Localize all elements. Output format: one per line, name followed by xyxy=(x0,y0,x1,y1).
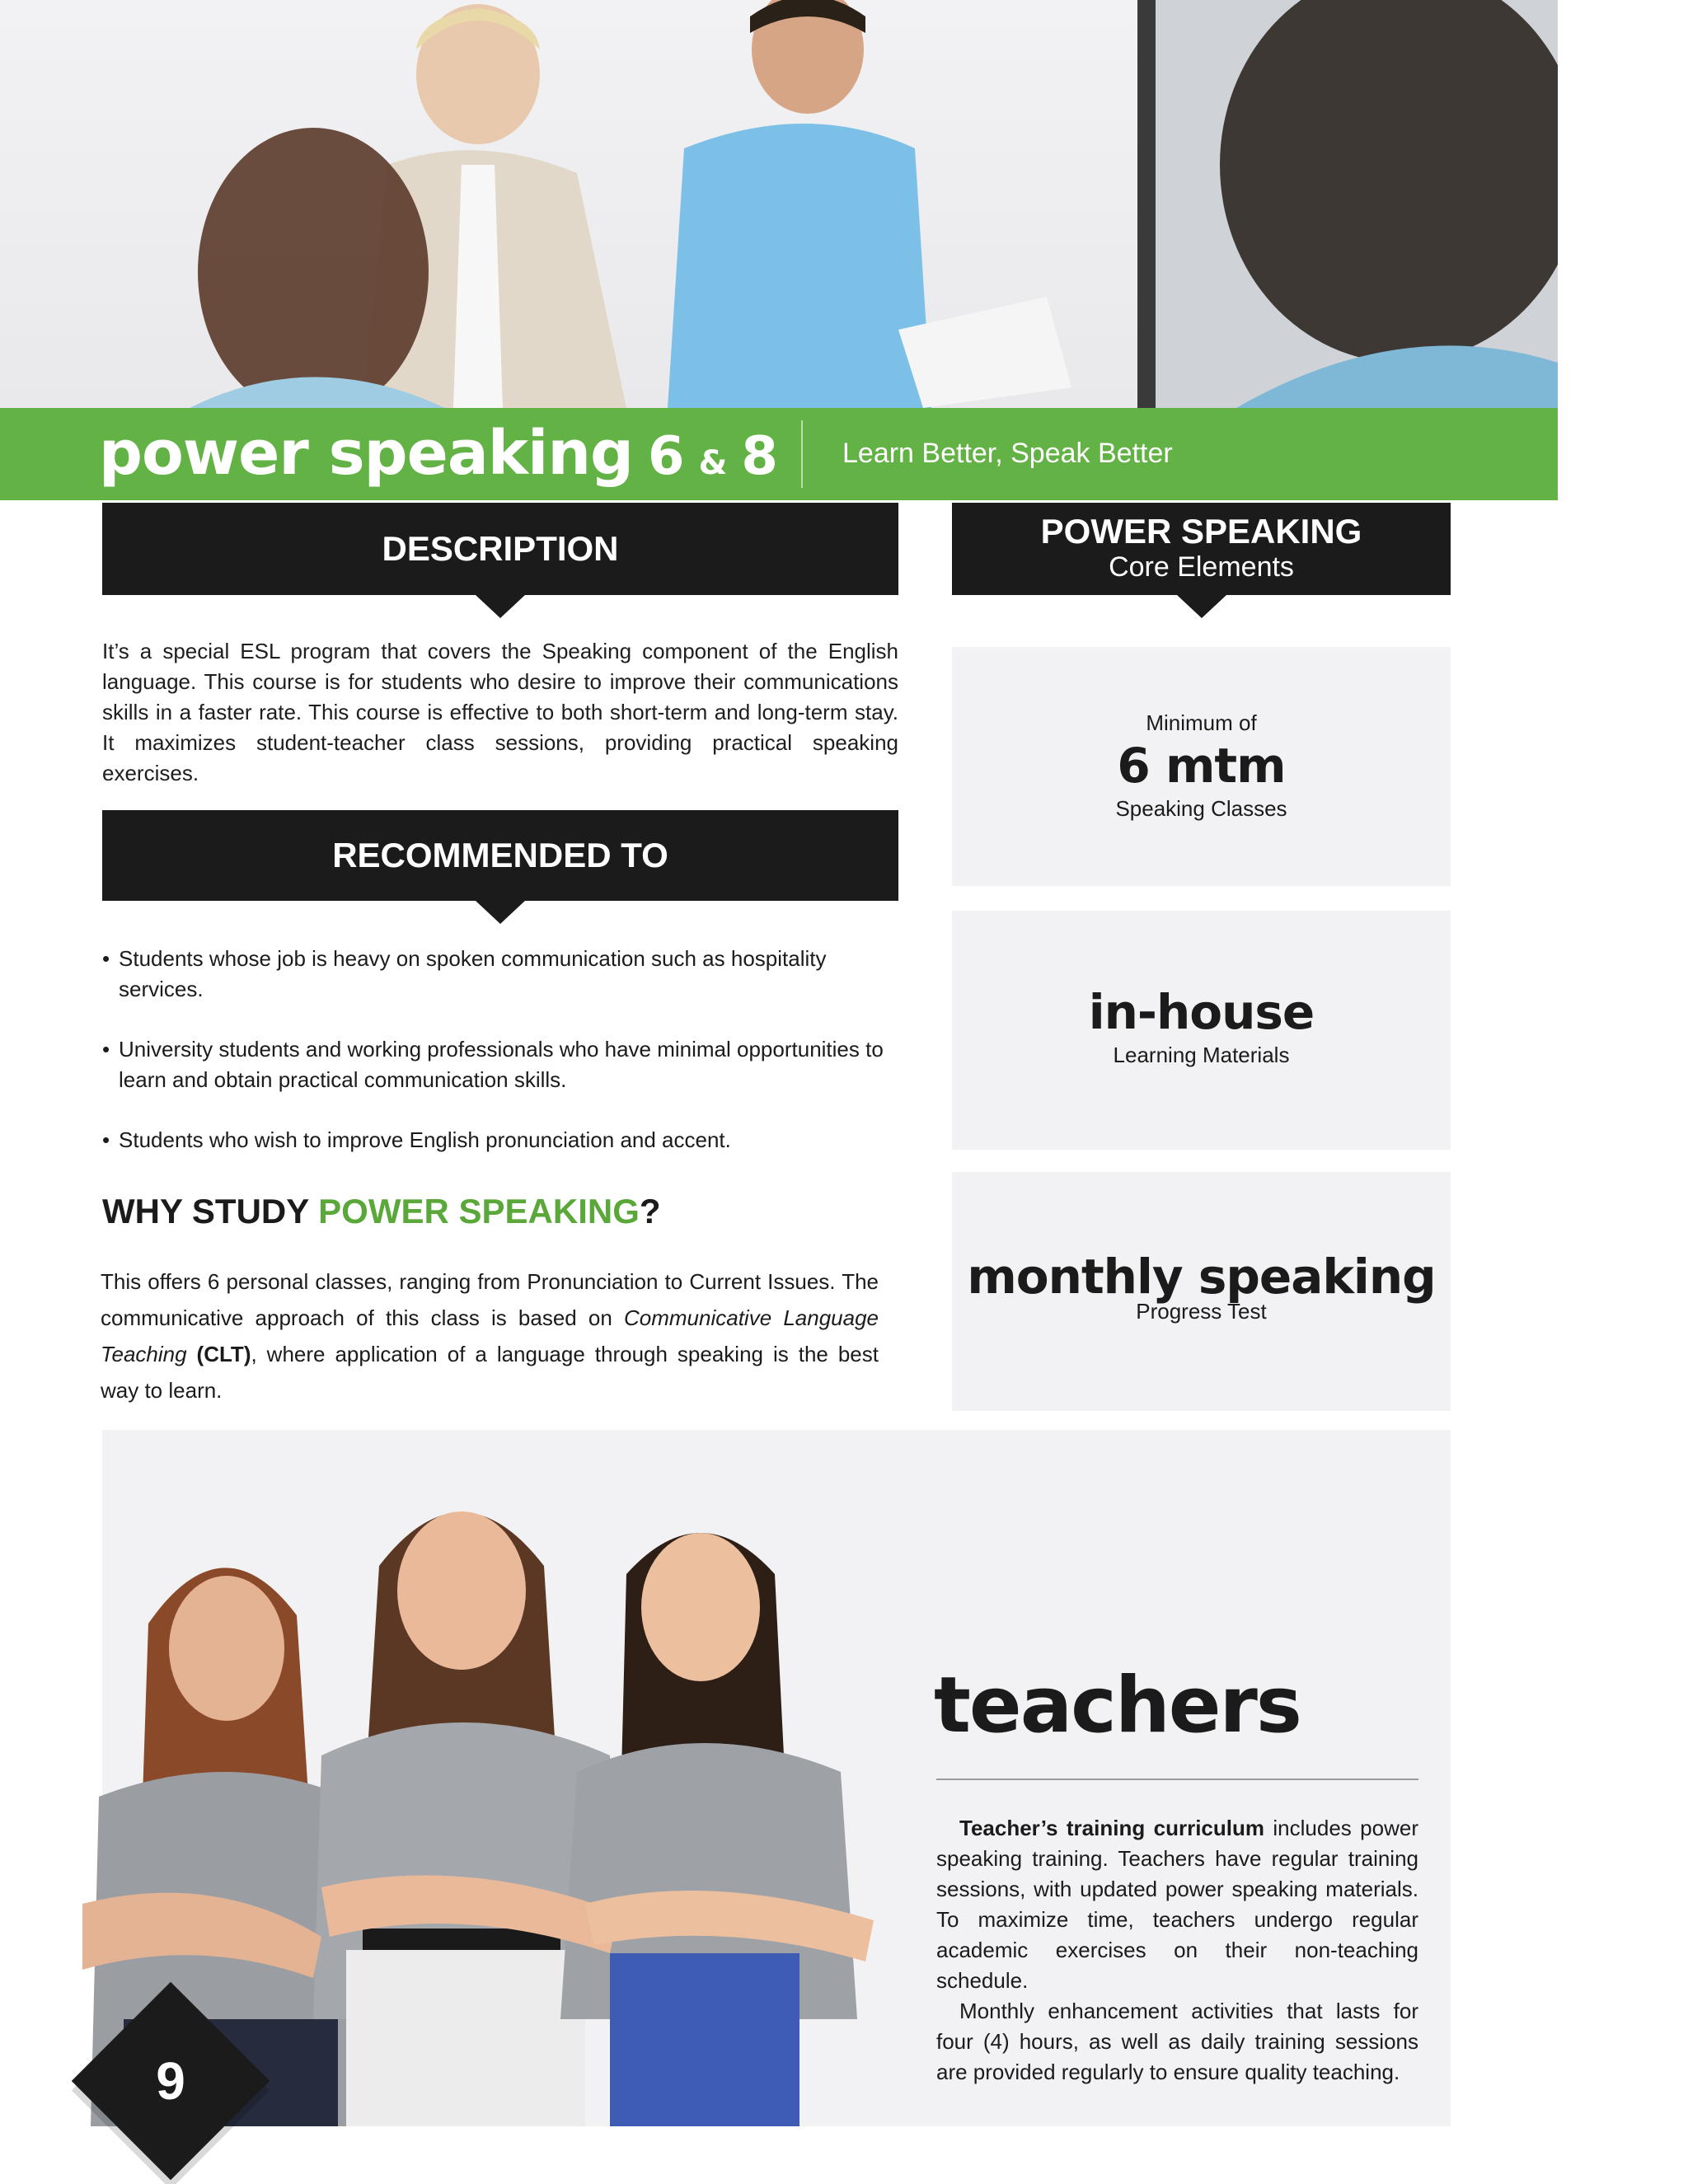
why-text-part-1: This offers 6 personal classes, ranging from Pronunciation to Current Issues. The communicative approach of this class is based on xyxy=(101,1269,879,1330)
why-text-italic: Communicative Language Teaching xyxy=(101,1305,879,1366)
card-value: 6 mtm xyxy=(1117,738,1286,794)
list-item: • University students and working professionals who have minimal opportunities to learn and obtain practical communication skills. xyxy=(102,1034,898,1095)
teachers-text xyxy=(936,1813,1418,2088)
card-caption-bottom: Progress Test xyxy=(1136,1299,1267,1324)
why-study-heading xyxy=(102,1187,661,1236)
why-text-part-2: , where application of a language through speaking is the best way to learn. xyxy=(101,1342,879,1403)
core-elements-header xyxy=(952,503,1451,595)
program-number-b: 8 xyxy=(741,426,777,487)
recommended-header xyxy=(102,810,898,901)
core-card-progress-test xyxy=(952,1172,1451,1411)
recommended-list xyxy=(102,944,898,1185)
tagline: Learn Better, Speak Better xyxy=(842,438,1173,469)
core-heading: POWER SPEAKING xyxy=(1040,512,1362,551)
program-ampersand: & xyxy=(698,444,727,482)
list-item: • Students whose job is heavy on spoken communication such as hospitality services. xyxy=(102,944,898,1005)
description-heading: DESCRIPTION xyxy=(382,529,619,568)
why-highlight: POWER SPEAKING xyxy=(318,1192,640,1230)
why-suffix: ? xyxy=(639,1192,661,1230)
card-value: monthly speaking xyxy=(967,1249,1436,1305)
core-card-classes xyxy=(952,647,1451,886)
hero-photo xyxy=(0,0,1558,408)
why-text-bold: (CLT) xyxy=(196,1342,251,1366)
pointer-arrow xyxy=(476,595,525,618)
description-header xyxy=(102,503,898,595)
page-number: 9 xyxy=(156,2051,185,2111)
recommended-heading: RECOMMENDED TO xyxy=(332,836,668,874)
description-text: It’s a special ESL program that covers the Speaking component of the English language. This course is for students who desire to improve their communications skills in a faster rate. This course is effective to both short-term and long-term stay. It maximizes student-teacher class sessions, providing practical speaking exercises. xyxy=(102,639,898,785)
teachers-paragraph-2: Monthly enhancement activities that lasts for four (4) hours, as well as daily training sessions are provided regularly to ensure quality teaching. xyxy=(936,1999,1418,2084)
program-title xyxy=(99,412,777,494)
card-caption-bottom: Speaking Classes xyxy=(1115,796,1287,821)
why-prefix: WHY STUDY xyxy=(102,1192,319,1230)
why-study-text xyxy=(101,1263,879,1408)
core-subheading: Core Elements xyxy=(1109,551,1294,583)
banner-divider xyxy=(801,420,803,488)
teachers-text-bold: Teacher’s training curriculum xyxy=(959,1816,1264,1840)
pointer-arrow xyxy=(1177,595,1226,618)
card-value: in-house xyxy=(1088,984,1315,1040)
pointer-arrow xyxy=(476,901,525,924)
program-name: power speaking xyxy=(99,418,633,489)
teachers-text-rest: includes power speaking training. Teachers have regular training sessions, with updated power speaking materials. To maximize time, teachers undergo regular academic exercises on their non-teaching schedule. xyxy=(936,1816,1418,1993)
program-number-a: 6 xyxy=(648,426,684,487)
card-caption-top: Minimum of xyxy=(1146,710,1257,735)
list-item: • Students who wish to improve English pronunciation and accent. xyxy=(102,1125,898,1155)
core-card-materials xyxy=(952,911,1451,1150)
card-caption-bottom: Learning Materials xyxy=(1113,1043,1290,1067)
teachers-paragraph-1 xyxy=(936,1813,1418,1996)
teachers-divider xyxy=(936,1779,1418,1780)
classroom-illustration xyxy=(0,0,1558,408)
teachers-title: teachers xyxy=(934,1661,1301,1750)
